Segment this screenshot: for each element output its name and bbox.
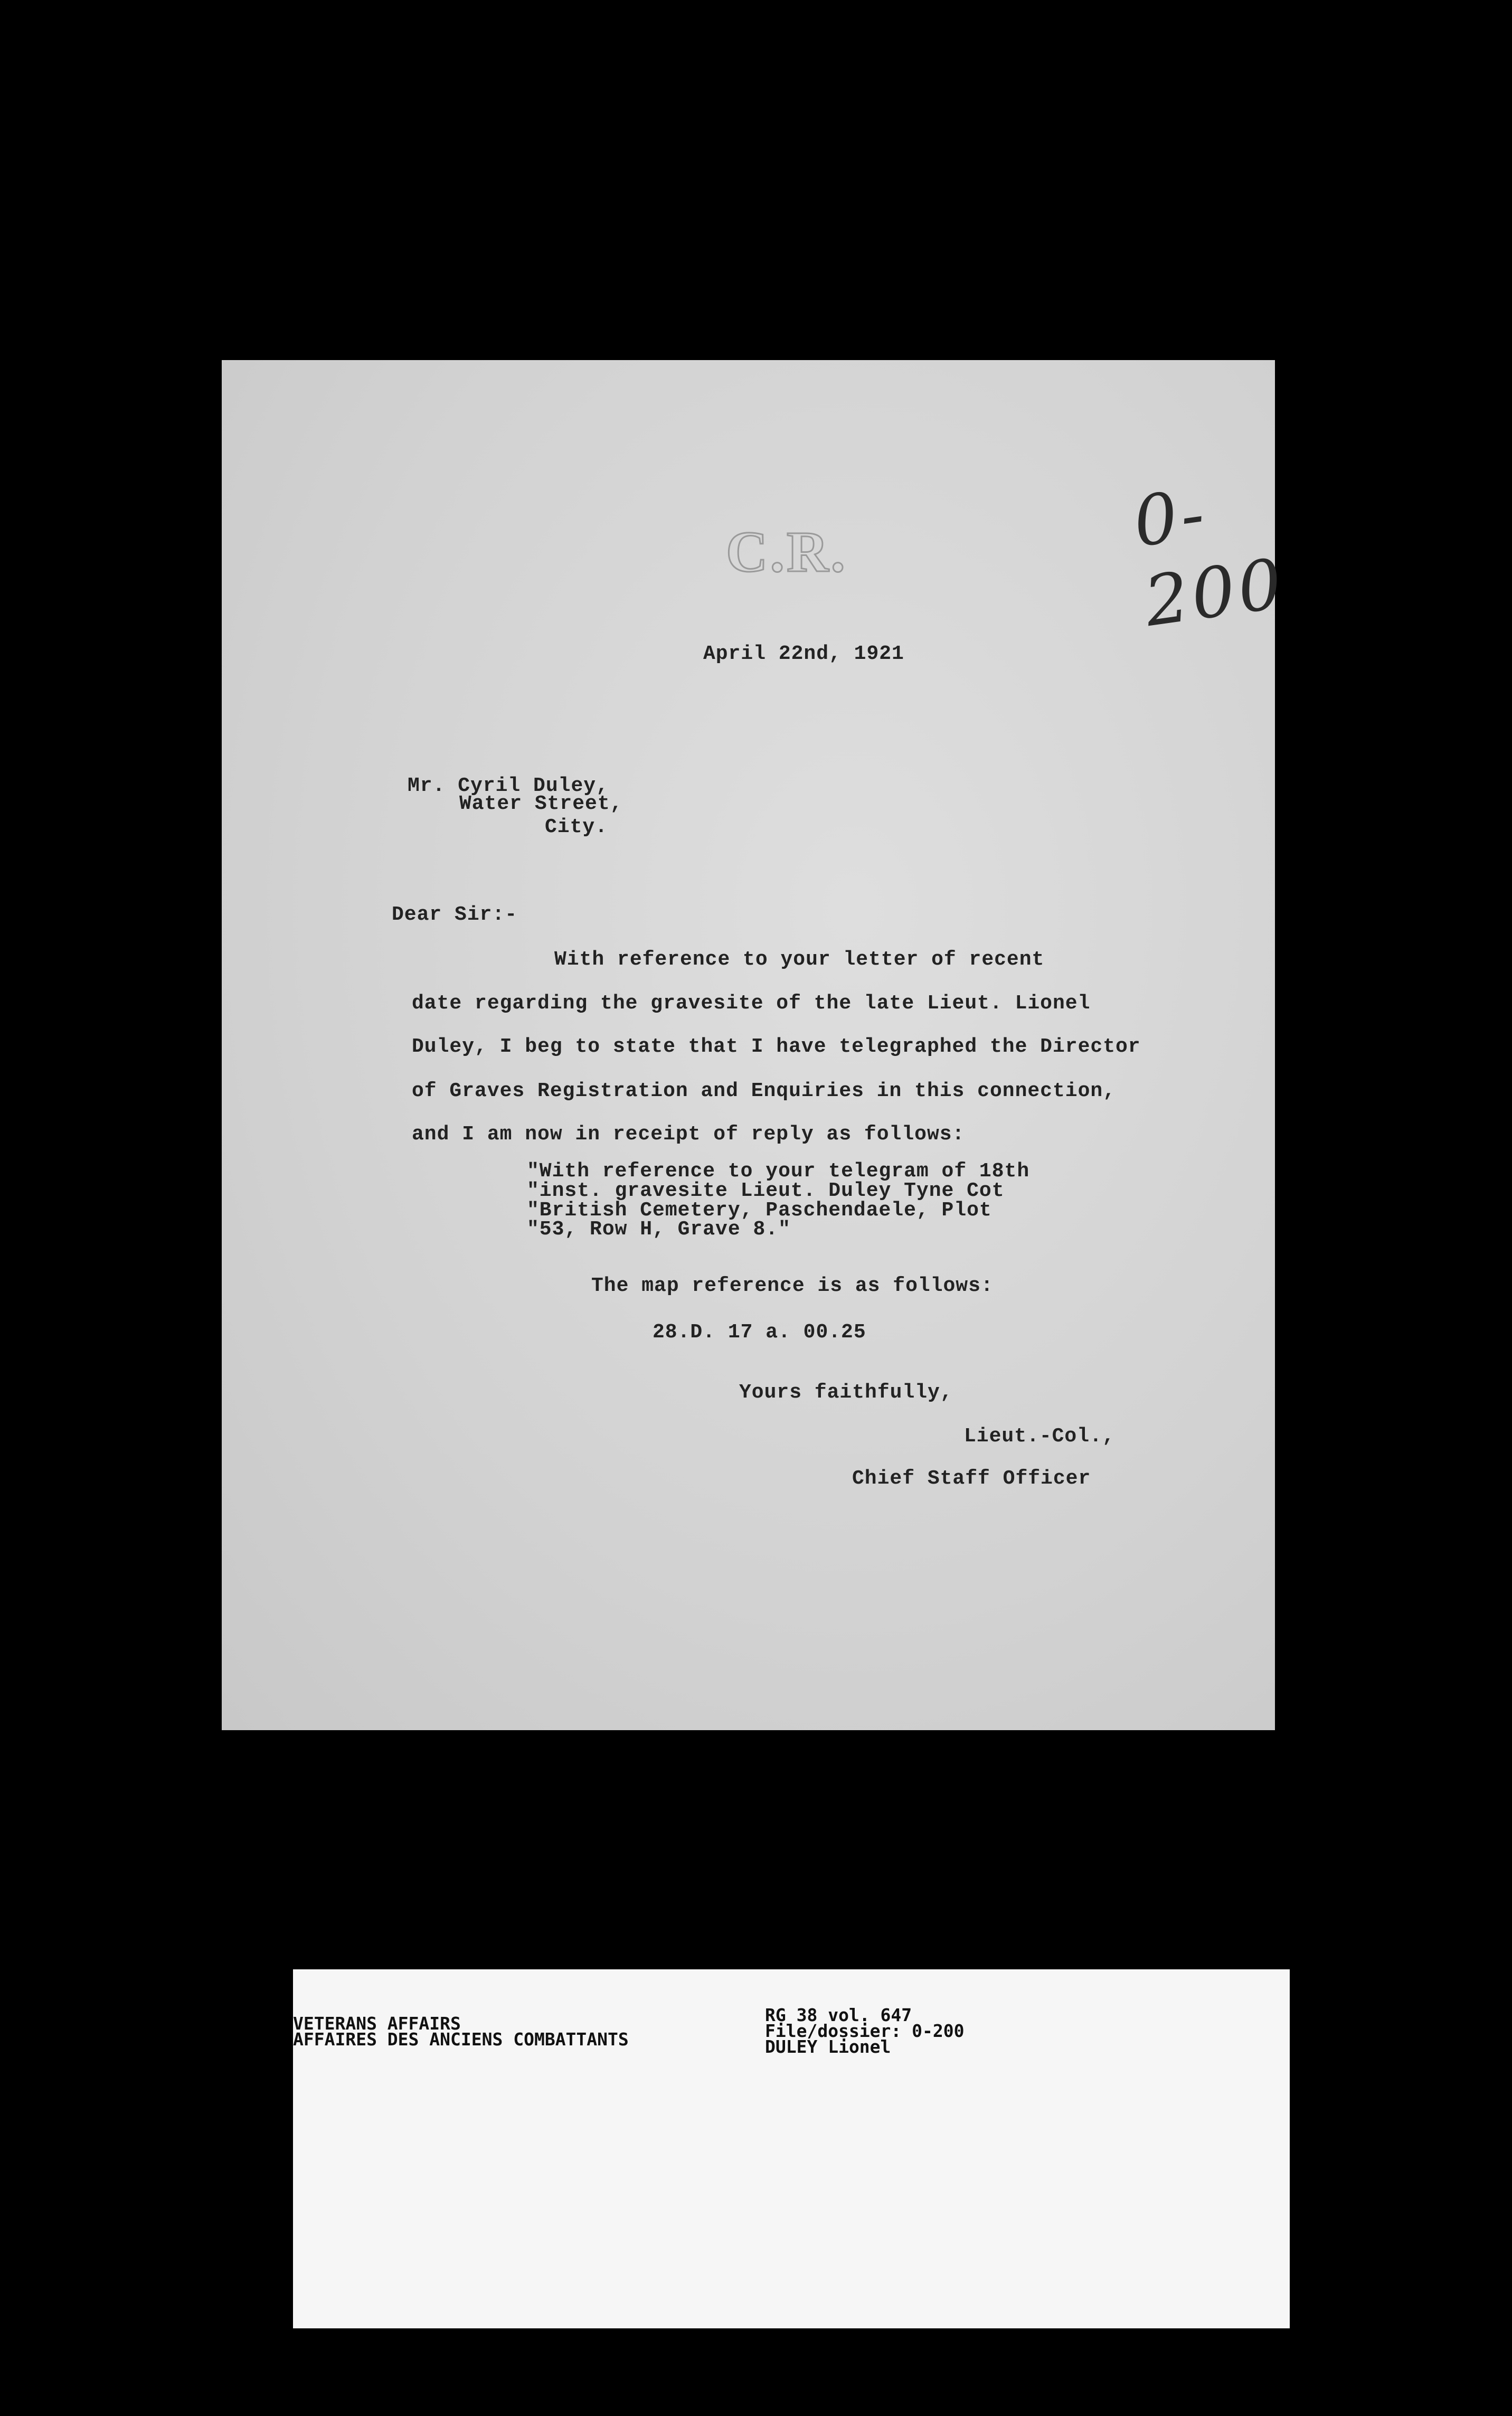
body-line-2: date regarding the gravesite of the late Lieut. Lionel: [412, 992, 1091, 1015]
label-name: DULEY Lionel: [765, 2036, 891, 2057]
received-stamp: C.R.: [726, 520, 847, 584]
salutation: Dear Sir:-: [392, 903, 518, 926]
closing: Yours faithfully,: [739, 1381, 953, 1404]
quote-line-3: "British Cemetery, Paschendaele, Plot: [527, 1199, 992, 1222]
quote-line-4: "53, Row H, Grave 8.": [527, 1218, 791, 1241]
letter-date: April 22nd, 1921: [703, 643, 904, 665]
map-reference-intro: The map reference is as follows:: [591, 1275, 994, 1297]
body-line-1: With reference to your letter of recent: [554, 948, 1045, 971]
body-line-4: of Graves Registration and Enquiries in this connection,: [412, 1080, 1116, 1102]
label-dept-en: VETERANS AFFAIRS: [293, 2013, 461, 2034]
archive-label-card: [293, 1969, 1290, 2328]
label-volume: RG 38 vol. 647: [765, 2005, 912, 2025]
handwritten-file-number: 0-200: [1128, 473, 1290, 642]
body-line-3: Duley, I beg to state that I have telegraphed the Director: [412, 1035, 1141, 1058]
recipient-street: Water Street,: [459, 792, 623, 815]
body-line-5: and I am now in receipt of reply as follows:: [412, 1123, 965, 1146]
recipient-name: Mr. Cyril Duley,: [408, 775, 609, 797]
signature-title: Chief Staff Officer: [852, 1467, 1091, 1490]
label-dept-fr: AFFAIRES DES ANCIENS COMBATTANTS: [293, 2029, 629, 2050]
recipient-city: City.: [545, 816, 608, 838]
signature-rank: Lieut.-Col.,: [964, 1425, 1115, 1448]
quote-line-2: "inst. gravesite Lieut. Duley Tyne Cot: [527, 1179, 1005, 1202]
quote-line-1: "With reference to your telegram of 18th: [527, 1160, 1030, 1183]
label-file: File/dossier: 0-200: [765, 2021, 965, 2041]
letter-page: [222, 360, 1290, 1730]
map-reference: 28.D. 17 a. 00.25: [653, 1321, 866, 1344]
